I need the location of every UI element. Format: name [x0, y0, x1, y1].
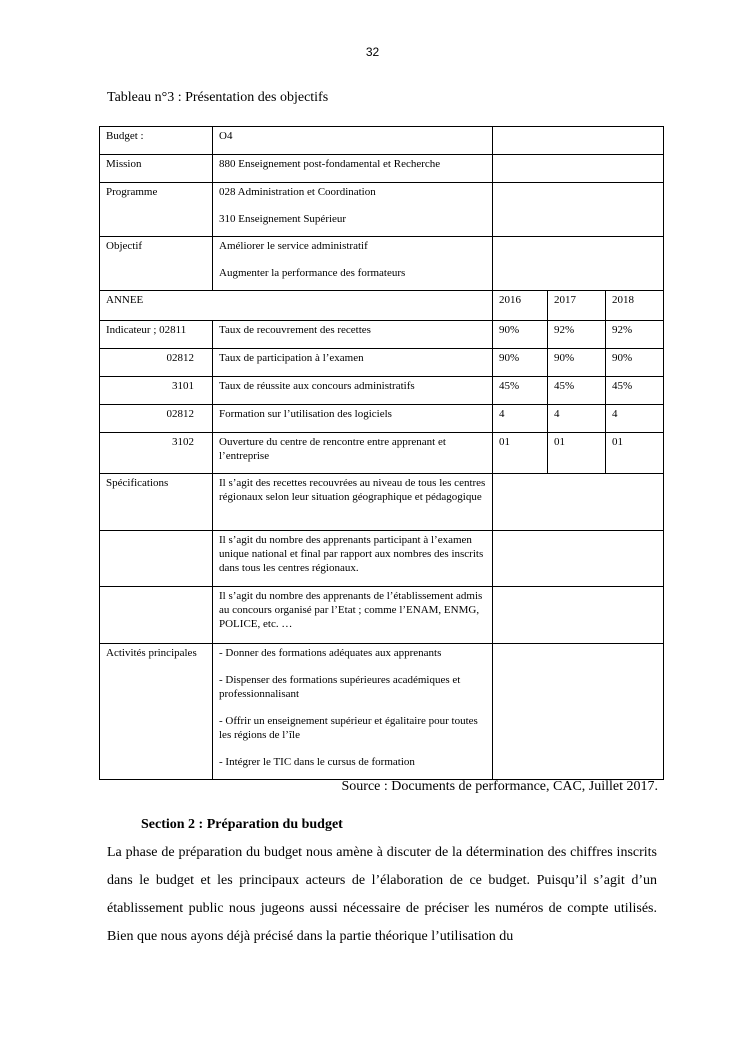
objectives-table: [99, 126, 664, 780]
objectif-line: Améliorer le service administratif: [219, 240, 368, 252]
activite-item: - Dispenser des formations supérieures académiques et professionnalisant: [219, 674, 461, 700]
indicator-label: Taux de réussite aux concours administratifs: [213, 377, 493, 405]
table-caption: Tableau n°3 : Présentation des objectifs: [107, 90, 329, 105]
section-title: Section 2 : Préparation du budget: [141, 817, 343, 832]
budget-value: O4: [213, 127, 493, 155]
indicator-label: Ouverture du centre de rencontre entre apprenant et l’entreprise: [213, 433, 493, 474]
indicator-row: [100, 377, 664, 405]
programme-line: 310 Enseignement Supérieur: [219, 213, 347, 225]
indicator-code: 3101: [100, 377, 213, 405]
indicator-value: 92%: [548, 321, 606, 349]
programme-value: [213, 183, 493, 237]
mission-row: [100, 155, 664, 183]
annee-label: ANNEE: [100, 291, 493, 321]
body-paragraph: La phase de préparation du budget nous amène à discuter de la détermination des chiffres inscrits dans le budget et les principaux acteurs de l’élaboration de ce budget. Puisqu’il s’agit d’un établissement public nous jugeons aussi nécessaire de préciser les numéros de compte utilisés. Bien que nous ayons déjà précisé dans la partie théorique l’utilisation du: [107, 845, 657, 944]
indicator-value: 90%: [493, 321, 548, 349]
empty-cell: [493, 587, 664, 644]
indicator-value: 01: [493, 433, 548, 474]
mission-value: 880 Enseignement post-fondamental et Recherche: [213, 155, 493, 183]
activite-item: - Offrir un enseignement supérieur et égalitaire pour toutes les régions de l’île: [219, 715, 478, 741]
empty-cell: [493, 127, 664, 155]
indicator-row: [100, 349, 664, 377]
indicator-row: [100, 433, 664, 474]
indicator-value: 01: [606, 433, 664, 474]
page-number: 32: [365, 45, 380, 59]
specification-text: Il s’agit du nombre des apprenants participant à l’examen unique national et final par rapport aux nombres des inscrits dans tous les centres régionaux.: [213, 531, 493, 587]
indicator-code: 02812: [100, 349, 213, 377]
indicator-label: Formation sur l’utilisation des logiciels: [213, 405, 493, 433]
objectif-value: [213, 237, 493, 291]
activites-row: [100, 644, 664, 780]
annee-row: [100, 291, 664, 321]
indicator-row: [100, 405, 664, 433]
specifications-label: Spécifications: [100, 474, 213, 531]
programme-row: [100, 183, 664, 237]
empty-cell: [493, 644, 664, 780]
indicator-label: Taux de recouvrement des recettes: [213, 321, 493, 349]
empty-cell: [100, 531, 213, 587]
indicator-code: Indicateur ; 02811: [100, 321, 213, 349]
table-source: Source : Documents de performance, CAC, Juillet 2017.: [341, 779, 658, 794]
indicator-value: 45%: [493, 377, 548, 405]
activites-list: [213, 644, 493, 780]
year-2017: 2017: [548, 291, 606, 321]
budget-label: Budget :: [100, 127, 213, 155]
specification-text: Il s’agit du nombre des apprenants de l’établissement admis au concours organisé par l’Etat ; comme l’ENAM, ENMG, POLICE, etc. …: [213, 587, 493, 644]
indicator-label: Taux de participation à l’examen: [213, 349, 493, 377]
indicator-value: 4: [548, 405, 606, 433]
specification-row: [100, 474, 664, 531]
indicator-value: 45%: [548, 377, 606, 405]
indicator-code: 3102: [100, 433, 213, 474]
specification-row: [100, 587, 664, 644]
mission-label: Mission: [100, 155, 213, 183]
indicator-value: 4: [493, 405, 548, 433]
indicator-value: 92%: [606, 321, 664, 349]
indicator-value: 4: [606, 405, 664, 433]
empty-cell: [493, 183, 664, 237]
objectif-row: [100, 237, 664, 291]
budget-row: [100, 127, 664, 155]
indicator-value: 90%: [606, 349, 664, 377]
objectif-line: Augmenter la performance des formateurs: [219, 267, 406, 279]
indicator-value: 01: [548, 433, 606, 474]
empty-cell: [493, 531, 664, 587]
programme-line: 028 Administration et Coordination: [219, 186, 376, 198]
specification-row: [100, 531, 664, 587]
year-2018: 2018: [606, 291, 664, 321]
activite-item: - Donner des formations adéquates aux apprenants: [219, 647, 442, 659]
indicator-value: 90%: [548, 349, 606, 377]
empty-cell: [493, 155, 664, 183]
programme-label: Programme: [100, 183, 213, 237]
activite-item: - Intégrer le TIC dans le cursus de formation: [219, 756, 415, 768]
year-2016: 2016: [493, 291, 548, 321]
indicator-value: 45%: [606, 377, 664, 405]
indicator-row: [100, 321, 664, 349]
indicator-value: 90%: [493, 349, 548, 377]
specification-text: Il s’agit des recettes recouvrées au niveau de tous les centres régionaux selon leur situation géographique et pédagogique: [213, 474, 493, 531]
empty-cell: [100, 587, 213, 644]
objectif-label: Objectif: [100, 237, 213, 291]
indicator-code: 02812: [100, 405, 213, 433]
empty-cell: [493, 237, 664, 291]
activites-label: Activités principales: [100, 644, 213, 780]
empty-cell: [493, 474, 664, 531]
